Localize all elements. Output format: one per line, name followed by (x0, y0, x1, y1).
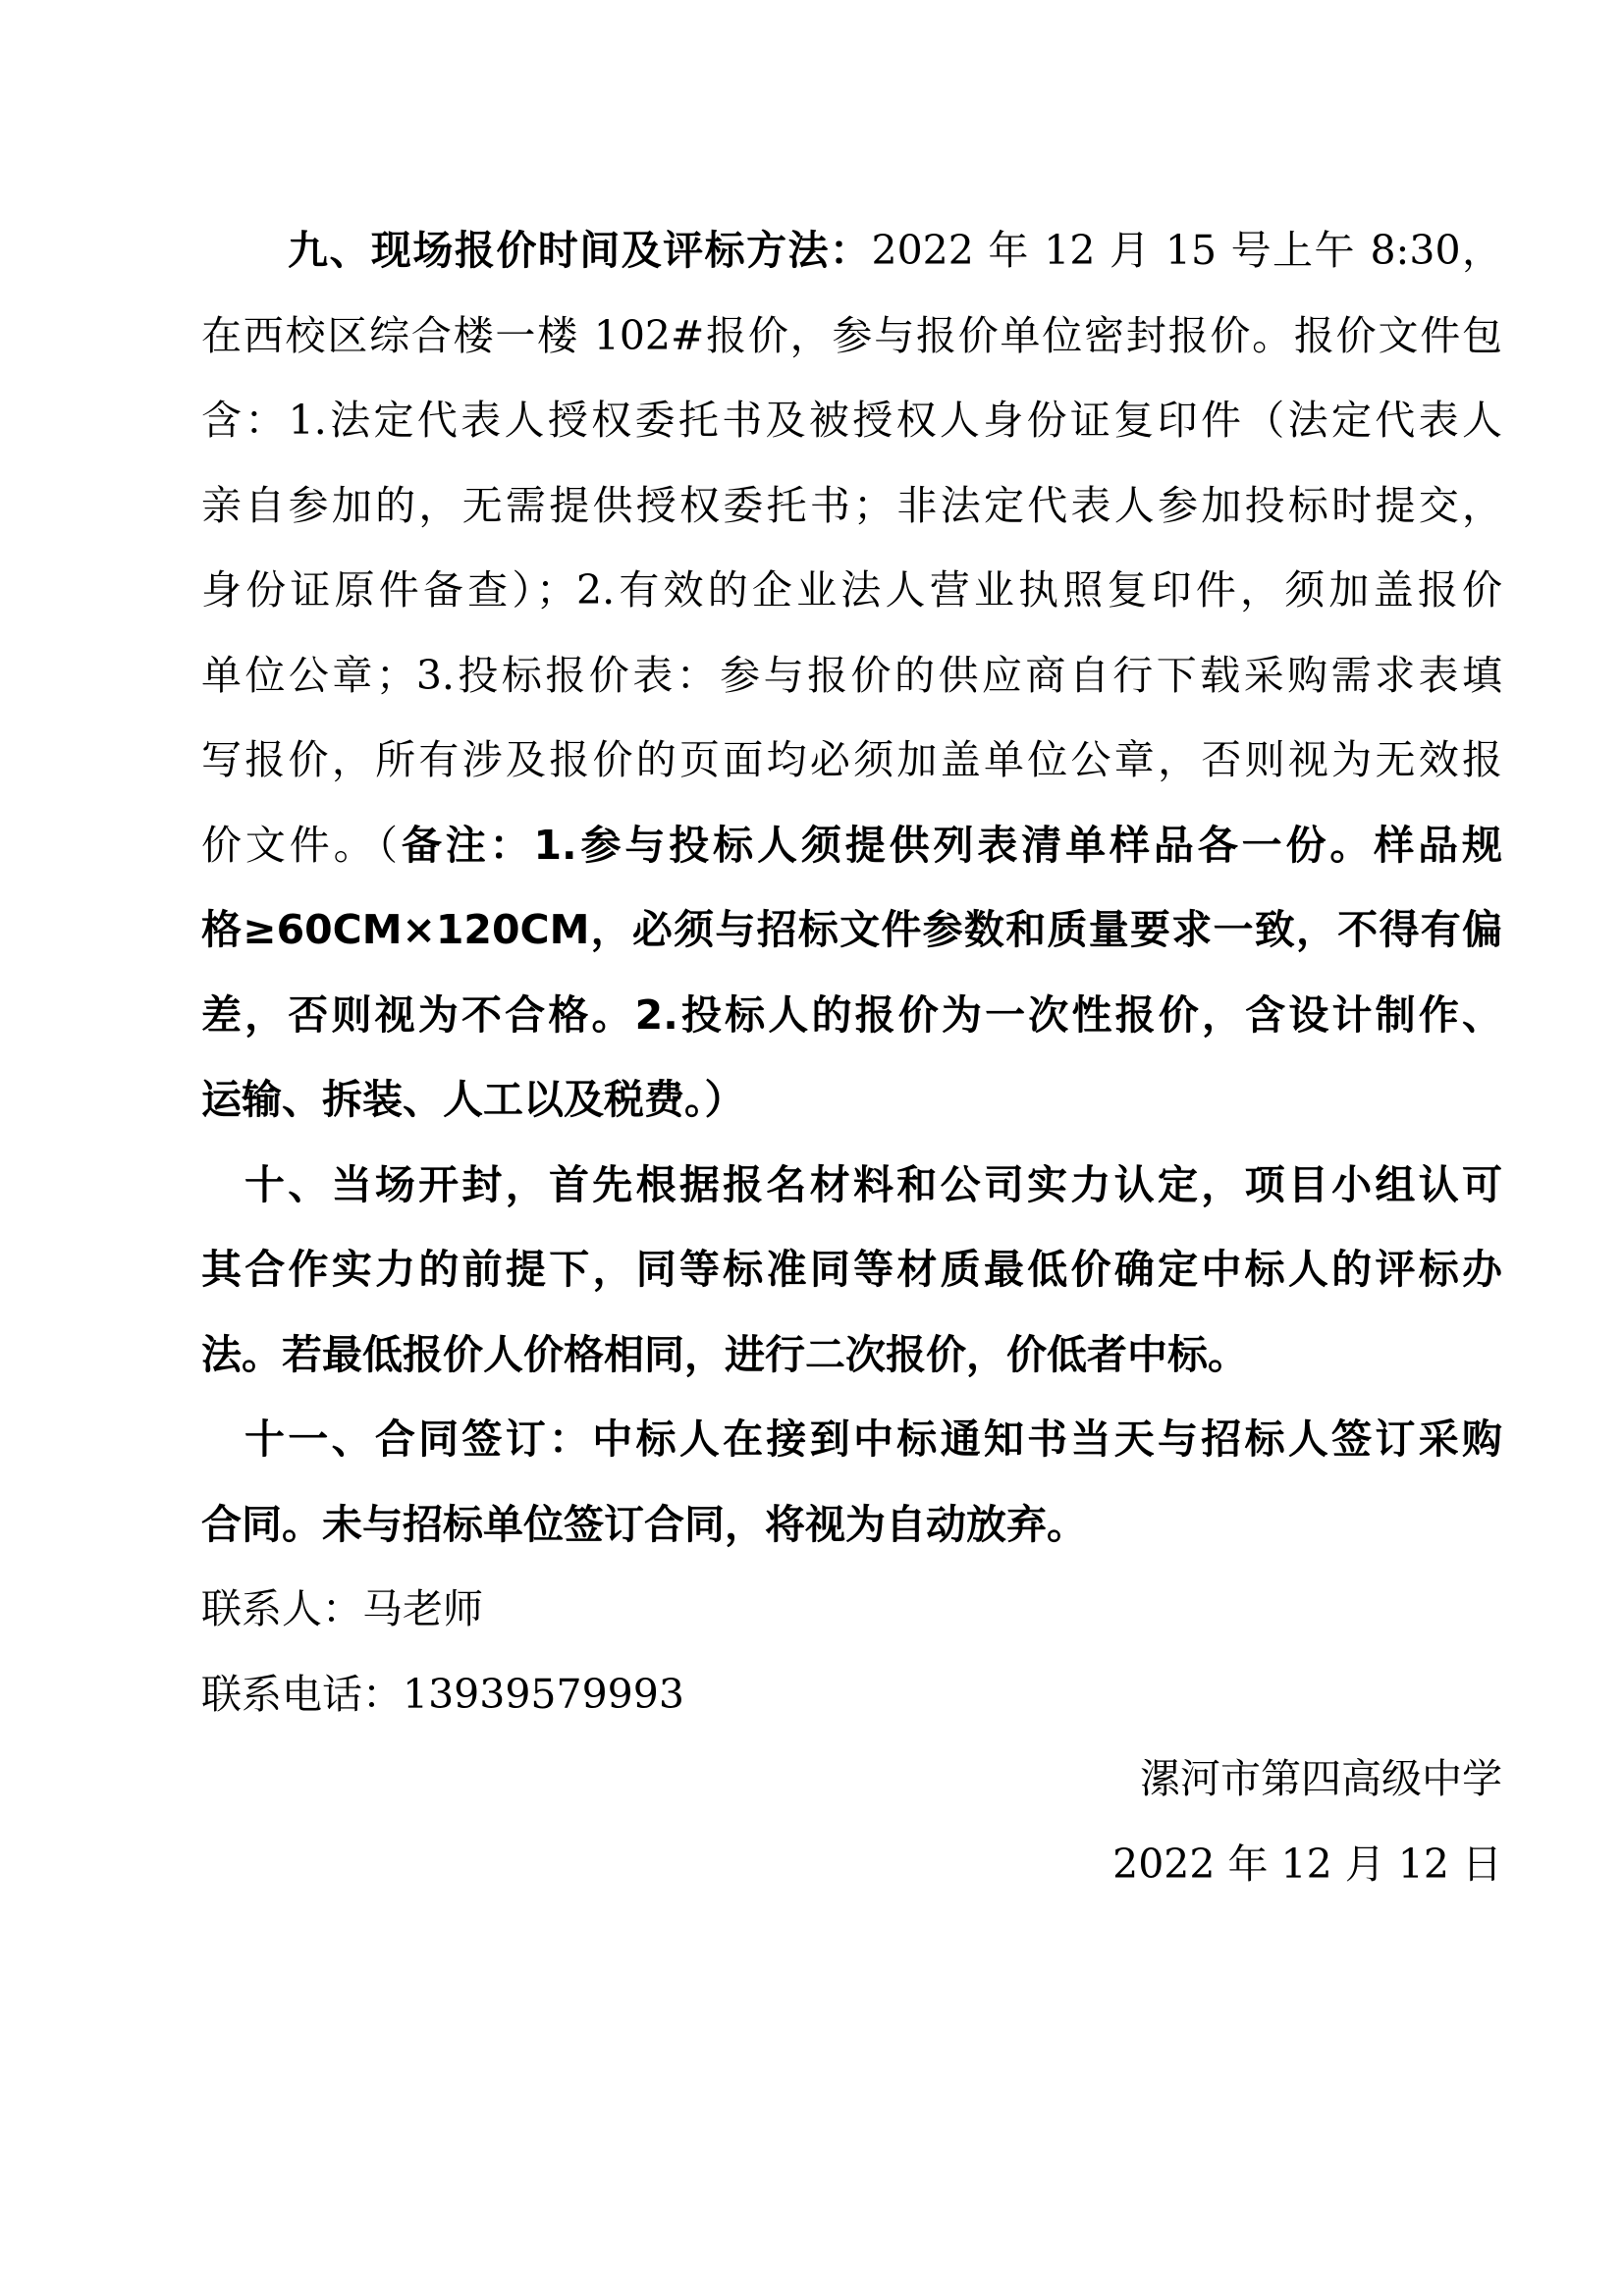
section10-line-3: 法。若最低报价人价格相同，进行二次报价，价低者中标。 (201, 1330, 1248, 1378)
signature-organization: 漯河市第四高级中学 (1140, 1755, 1502, 1802)
section9-line-8 (201, 803, 1502, 888)
section9-time: 2022 年 12 月 15 号上午 8:30， (871, 227, 1502, 274)
contact-person: 联系人：马老师 (201, 1585, 483, 1632)
section9-tail: 价文件。（ (201, 821, 402, 869)
section9-line-5: 身份证原件备查）；2.有效的企业法人营业执照复印件，须加盖报价 (201, 566, 1502, 614)
note-line-4: 运输、拆装、人工以及税费。） (201, 1076, 745, 1123)
section9-line-7: 写报价，所有涉及报价的页面均必须加盖单位公章，否则视为无效报 (201, 736, 1502, 783)
note-line-3: 差，否则视为不合格。2.投标人的报价为一次性报价，含设计制作、 (201, 990, 1502, 1039)
note-line-1: 备注：1.参与投标人须提供列表清单样品各一份。样品规 (401, 821, 1502, 869)
section9-line-2: 在西校区综合楼一楼 102#报价，参与报价单位密封报价。报价文件包 (201, 311, 1502, 359)
section11-line-2: 合同。未与招标单位签订合同，将视为自动放弃。 (201, 1500, 1087, 1548)
signature-date: 2022 年 12 月 12 日 (1112, 1840, 1502, 1888)
section10-line-1: 十、当场开封，首先根据报名材料和公司实力认定，项目小组认可 (244, 1160, 1502, 1208)
note-line-2: 格≥60CM×120CM，必须与招标文件参数和质量要求一致，不得有偏 (201, 906, 1502, 953)
section11-line-1: 十一、合同签订：中标人在接到中标通知书当天与招标人签订采购 (244, 1415, 1502, 1463)
section9-line-4: 亲自参加的，无需提供授权委托书；非法定代表人参加投标时提交， (201, 481, 1502, 529)
section9-line-1 (201, 208, 1502, 294)
contact-phone: 联系电话：13939579993 (201, 1670, 684, 1718)
section9-line-3: 含：1.法定代表人授权委托书及被授权人身份证复印件（法定代表人 (201, 397, 1502, 444)
section9-line-6: 单位公章；3.投标报价表：参与报价的供应商自行下载采购需求表填 (201, 651, 1502, 699)
document-page (201, 208, 1502, 1906)
section9-heading: 九、现场报价时间及评标方法： (288, 227, 872, 274)
section10-line-2: 其合作实力的前提下，同等标准同等材质最低价确定中标人的评标办 (201, 1246, 1502, 1293)
